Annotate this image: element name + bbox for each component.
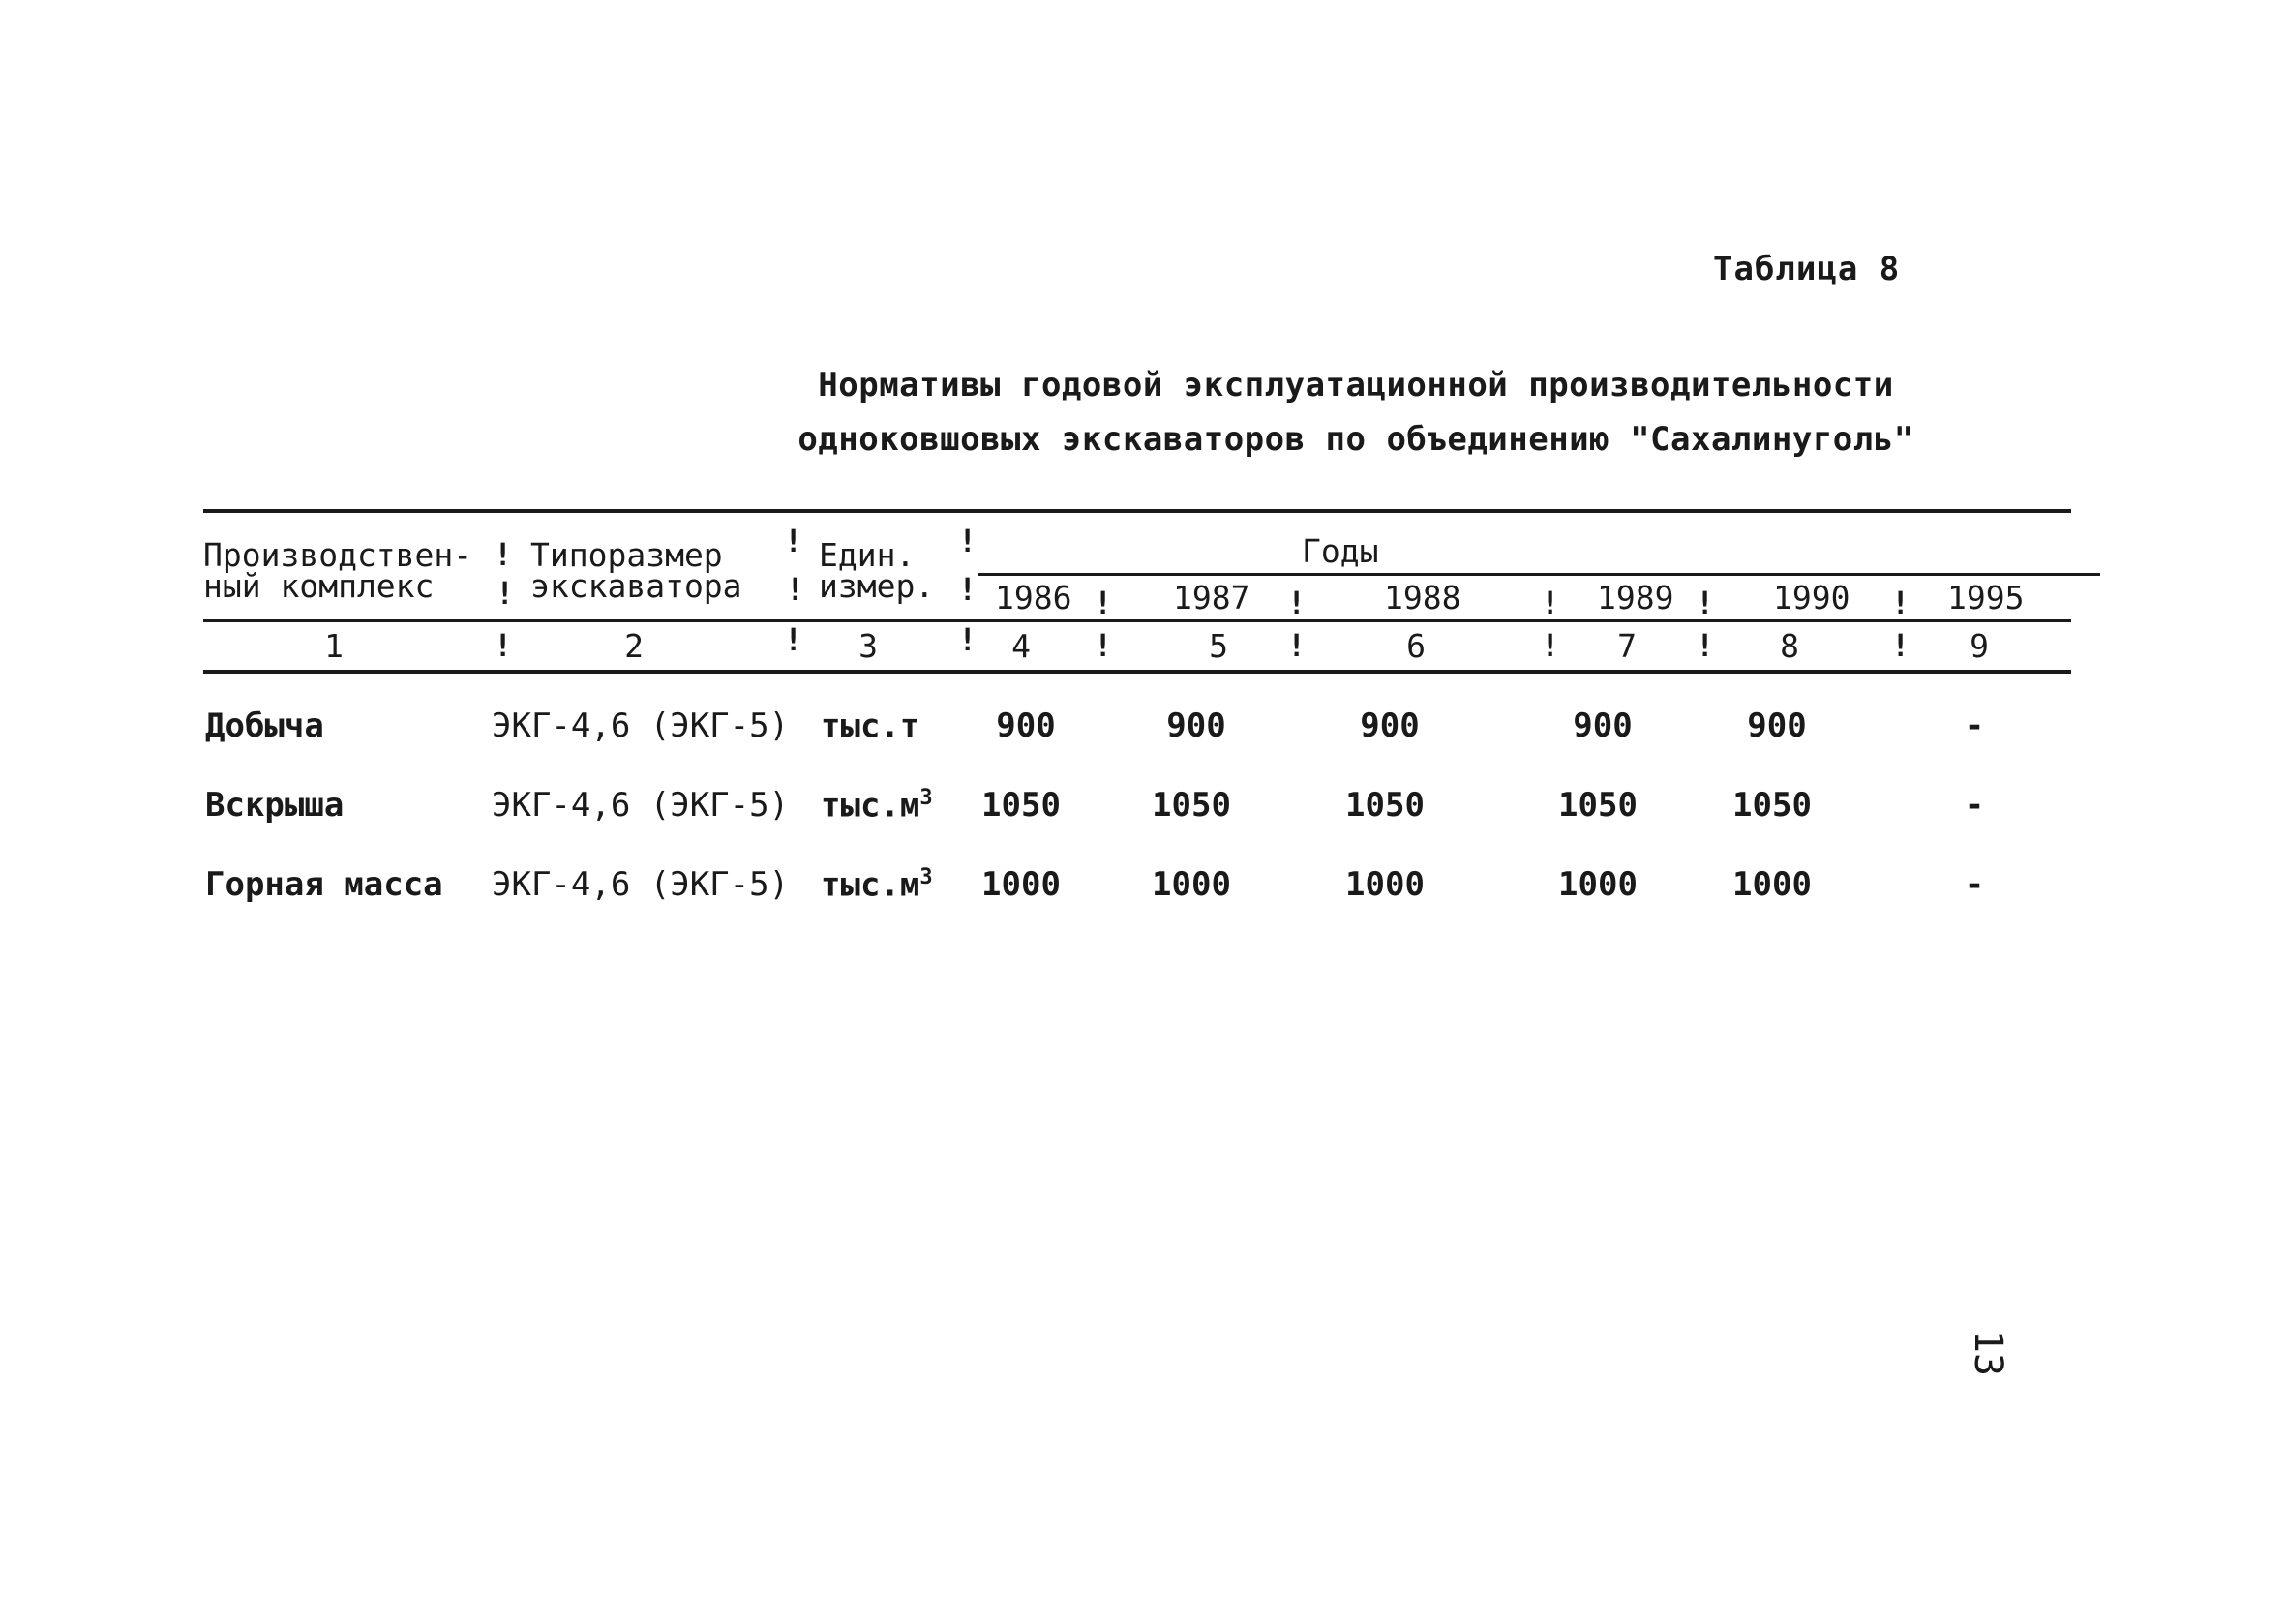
sep: ! bbox=[784, 523, 803, 559]
unit-sup: 3 bbox=[919, 786, 933, 810]
column-number: 3 bbox=[858, 627, 878, 665]
column-number: 5 bbox=[1209, 627, 1228, 665]
sep: ! bbox=[1696, 627, 1715, 664]
row-unit bbox=[821, 707, 919, 745]
sep: ! bbox=[494, 627, 513, 664]
sep: ! bbox=[784, 621, 803, 658]
row-value-1995: - bbox=[1964, 865, 1985, 904]
unit-text: тыс.т bbox=[821, 707, 920, 746]
sep: ! bbox=[958, 621, 978, 658]
column-number: 6 bbox=[1406, 627, 1426, 665]
row-excavator: ЭКГ-4,6 (ЭКГ-5) bbox=[492, 786, 790, 825]
column-number: 2 bbox=[624, 627, 644, 665]
title-line-1: Нормативы годовой эксплуатационной производительности bbox=[818, 366, 1894, 405]
table-label: Таблица 8 bbox=[1713, 250, 1901, 288]
row-value-1986: 900 bbox=[996, 707, 1056, 745]
header-years-group: Годы bbox=[1302, 532, 1379, 570]
unit-text: тыс.м bbox=[821, 786, 920, 826]
sep: ! bbox=[1891, 627, 1910, 664]
sep: ! bbox=[1696, 585, 1715, 621]
row-complex: Добыча bbox=[205, 707, 324, 745]
sep: ! bbox=[1287, 627, 1307, 664]
page-number: 13 bbox=[1966, 1329, 2011, 1377]
row-value-1989: 1050 bbox=[1558, 786, 1638, 825]
row-value-1989: 900 bbox=[1573, 707, 1633, 745]
row-value-1990: 1050 bbox=[1732, 786, 1812, 825]
year-1990: 1990 bbox=[1773, 579, 1850, 617]
column-number: 4 bbox=[1011, 627, 1031, 665]
year-1989: 1989 bbox=[1597, 579, 1674, 617]
row-value-1987: 1000 bbox=[1152, 865, 1231, 904]
row-value-1986: 1000 bbox=[981, 865, 1061, 904]
header-unit-line1: Един. bbox=[819, 536, 916, 574]
column-numbers-rule bbox=[203, 670, 2071, 674]
sep: ! bbox=[1094, 585, 1113, 621]
year-1988: 1988 bbox=[1384, 579, 1461, 617]
row-value-1988: 900 bbox=[1360, 707, 1420, 745]
row-unit bbox=[821, 865, 933, 904]
year-1995: 1995 bbox=[1947, 579, 2025, 617]
row-value-1990: 1000 bbox=[1732, 865, 1812, 904]
row-complex: Горная масса bbox=[205, 865, 443, 904]
header-bottom-rule bbox=[203, 619, 2071, 622]
sep: ! bbox=[496, 575, 515, 612]
title-line-2: одноковшовых экскаваторов по объединению "Сахалинуголь" bbox=[797, 420, 1914, 459]
sep: ! bbox=[494, 536, 513, 573]
sep: ! bbox=[958, 523, 978, 559]
header-complex-line2: ный комплекс bbox=[203, 567, 435, 605]
year-1986: 1986 bbox=[995, 579, 1072, 617]
row-value-1990: 900 bbox=[1747, 707, 1807, 745]
row-value-1986: 1050 bbox=[981, 786, 1061, 825]
row-complex: Вскрыша bbox=[205, 786, 345, 825]
row-unit bbox=[821, 786, 933, 825]
row-excavator: ЭКГ-4,6 (ЭКГ-5) bbox=[492, 865, 790, 904]
column-number: 7 bbox=[1617, 627, 1637, 665]
sep: ! bbox=[786, 571, 805, 608]
sep: ! bbox=[1541, 585, 1560, 621]
column-number: 1 bbox=[324, 627, 344, 665]
header-complex-line1: Производствен- bbox=[203, 536, 473, 574]
sep: ! bbox=[1094, 627, 1113, 664]
sep: ! bbox=[958, 571, 978, 608]
row-value-1995: - bbox=[1964, 786, 1985, 825]
unit-sup: 3 bbox=[919, 865, 933, 889]
row-value-1995: - bbox=[1964, 707, 1985, 745]
table-title bbox=[0, 358, 2286, 466]
row-value-1987: 900 bbox=[1166, 707, 1226, 745]
header-unit-line2: измер. bbox=[819, 567, 935, 605]
sep: ! bbox=[1287, 585, 1307, 621]
column-number: 8 bbox=[1780, 627, 1799, 665]
row-value-1988: 1000 bbox=[1345, 865, 1425, 904]
sep: ! bbox=[1891, 585, 1910, 621]
row-value-1988: 1050 bbox=[1345, 786, 1425, 825]
header-excavator-line1: Типоразмер bbox=[530, 536, 723, 574]
column-number: 9 bbox=[1970, 627, 1989, 665]
table-top-rule bbox=[203, 509, 2071, 513]
row-value-1987: 1050 bbox=[1152, 786, 1231, 825]
years-rule bbox=[978, 573, 2100, 576]
year-1987: 1987 bbox=[1173, 579, 1250, 617]
sep: ! bbox=[1541, 627, 1560, 664]
row-value-1989: 1000 bbox=[1558, 865, 1638, 904]
row-excavator: ЭКГ-4,6 (ЭКГ-5) bbox=[492, 707, 790, 745]
unit-text: тыс.м bbox=[821, 865, 920, 905]
header-excavator-line2: экскаватора bbox=[530, 567, 742, 605]
